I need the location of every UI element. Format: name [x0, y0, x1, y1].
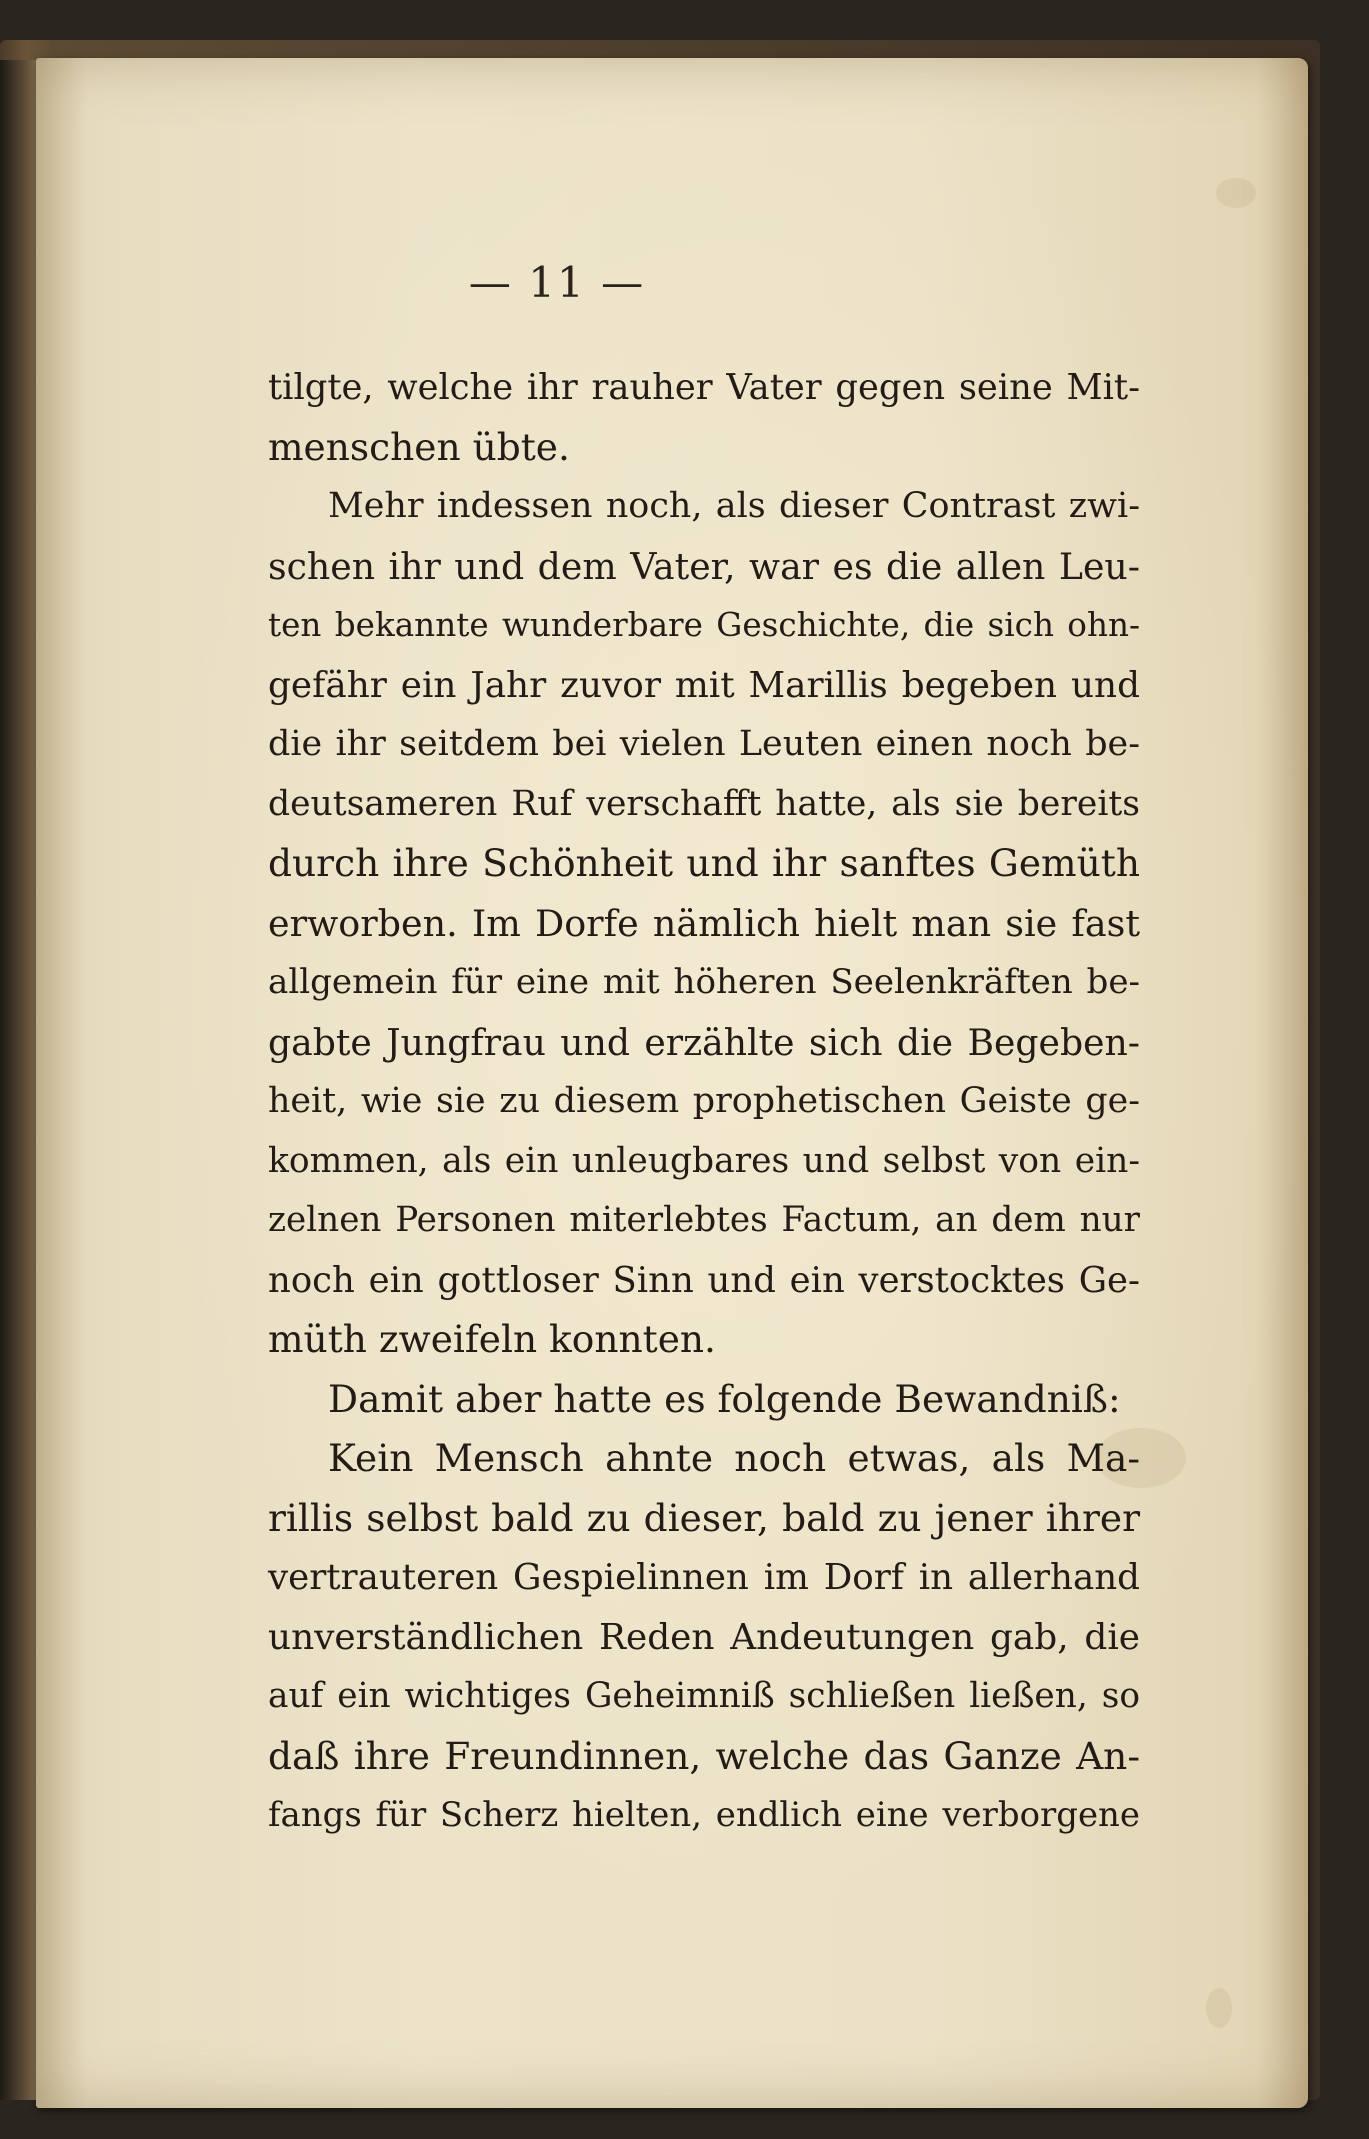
page-number: — 11 — [468, 258, 646, 307]
text-line: auf ein wichtiges Geheimniß schließen ließen, so [268, 1676, 1140, 1716]
text-line: die ihr seitdem bei vielen Leuten einen noch be- [268, 724, 1140, 764]
text-line: gefähr ein Jahr zuvor mit Marillis begeben und [268, 664, 1140, 706]
text-line: schen ihr und dem Vater, war es die allen Leu- [268, 544, 1140, 588]
text-line: heit, wie sie zu diesem prophetischen Geiste ge- [268, 1081, 1140, 1121]
text-line: daß ihre Freundinnen, welche das Ganze An- [268, 1733, 1140, 1778]
text-line: zelnen Personen miterlebtes Factum, an dem nur [268, 1200, 1140, 1240]
text-line: Damit aber hatte es folgende Bewandniß: [328, 1376, 1121, 1421]
text-line: allgemein für eine mit höheren Seelenkräften be- [268, 962, 1140, 1002]
text-line: tilgte, welche ihr rauher Vater gegen seine Mit- [268, 367, 1140, 408]
text-line: rillis selbst bald zu dieser, bald zu jener ihrer [268, 1495, 1140, 1540]
text-line: durch ihre Schönheit und ihr sanftes Gemüth [268, 841, 1140, 885]
text-line: unverständlichen Reden Andeutungen gab, die [268, 1616, 1140, 1658]
body-text [268, 358, 1140, 1846]
text-line: noch ein gottloser Sinn und ein verstocktes Ge- [268, 1259, 1140, 1301]
text-line: ten bekannte wunderbare Geschichte, die sich ohn- [268, 606, 1140, 644]
text-line: Kein Mensch ahnte noch etwas, als Ma- [328, 1436, 1140, 1480]
text-line: fangs für Scherz hielten, endlich eine verborgene [268, 1795, 1140, 1835]
book-spine [0, 60, 40, 2100]
text-line: deutsameren Ruf verschafft hatte, als sie bereits [268, 783, 1140, 824]
paper-stain [1216, 178, 1256, 208]
text-line: menschen übte. [268, 424, 570, 469]
text-line: Mehr indessen noch, als dieser Contrast zwi- [328, 486, 1140, 526]
text-line: kommen, als ein unleugbares und selbst von ein- [268, 1140, 1140, 1181]
text-line: müth zweifeln konnten. [268, 1317, 716, 1361]
book-page [36, 58, 1308, 2108]
text-line: gabte Jungfrau und erzählte sich die Begeben- [268, 1020, 1140, 1064]
text-line: erworben. Im Dorfe nämlich hielt man sie fast [268, 901, 1140, 945]
paper-stain [1206, 1988, 1232, 2028]
text-line: vertrauteren Gespielinnen im Dorf in allerhand [268, 1557, 1140, 1598]
